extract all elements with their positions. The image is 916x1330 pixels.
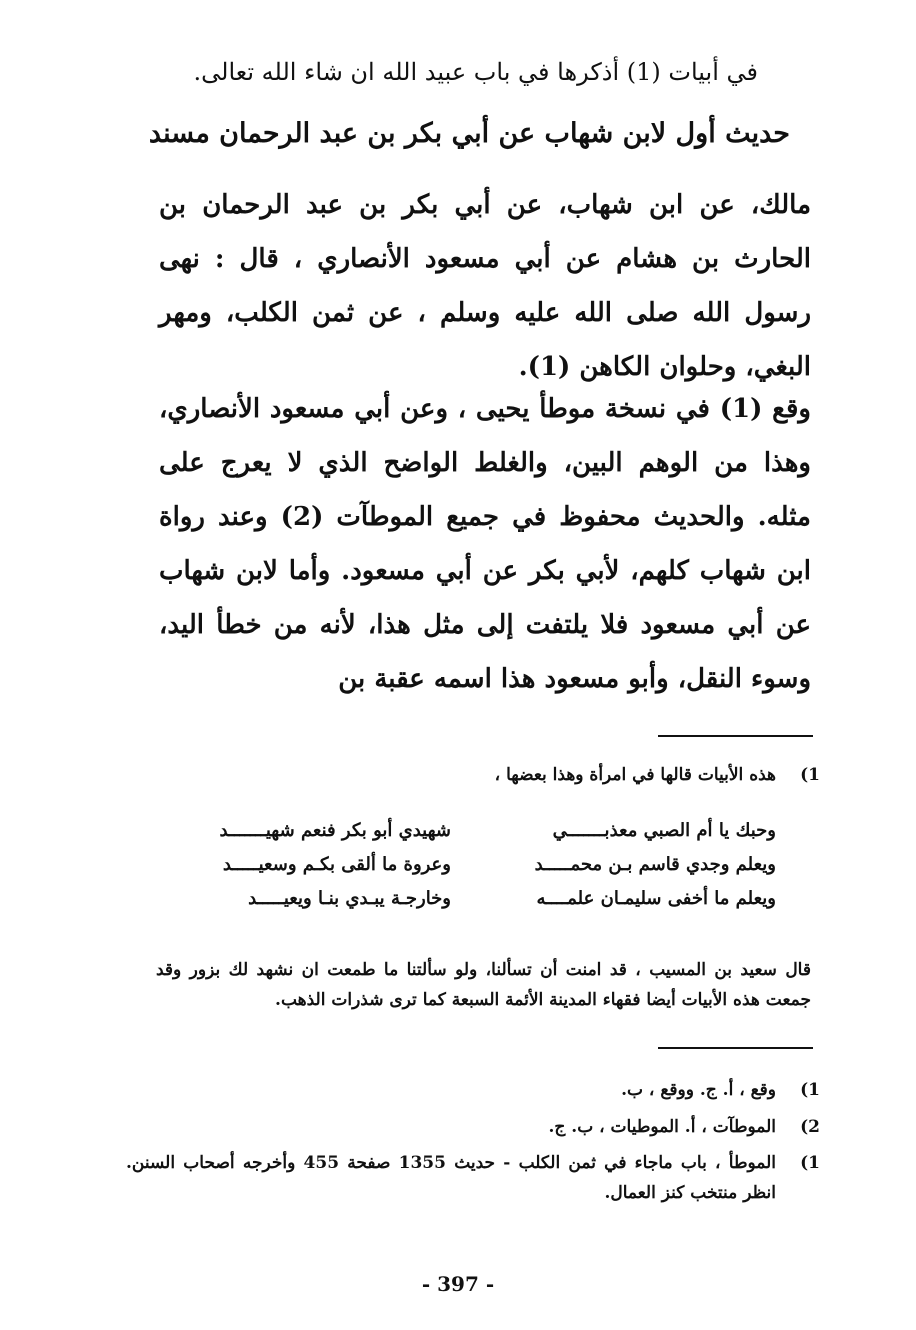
- footnote-separator-bottom: [658, 1047, 813, 1049]
- footnote-quote: قال سعيد بن المسيب ، قد امنت أن تسألنا، ولو سألتنا ما طمعت ان نشهد لك بزور وقد جمعت هذه الأبيات أيضا فقهاء المدينة الأئمة السبعة كما ترى شذرات الذهب.: [156, 960, 811, 1010]
- page-number: - 397 -: [421, 1272, 495, 1296]
- poem-hemistich-first: ويعلم وجدي قاسم بـن محمـــــد: [534, 854, 776, 875]
- footnote-text: هذه الأبيات قالها في امرأة وهذا بعضها ،: [494, 765, 776, 785]
- footnote-text: الموطآت ، أ. الموطيات ، ب. ج.: [548, 1117, 776, 1137]
- footnote-number: 1): [800, 765, 820, 785]
- poem: [136, 820, 776, 922]
- footnote-separator-top: [658, 735, 813, 737]
- poem-verse: [136, 888, 776, 922]
- poem-verse: [136, 854, 776, 888]
- footnote-text: الموطأ ، باب ماجاء في ثمن الكلب - حديث 1355 صفحة 455 وأخرجه أصحاب السنن. انظر منتخب كنز العمال.: [126, 1153, 776, 1203]
- top-line: في أبيات (1) أذكرها في باب عبيد الله ان شاء الله تعالى.: [193, 58, 758, 86]
- poem-hemistich-second: وعروة ما ألقى بكـم وسعيـــــد: [222, 854, 451, 875]
- footnote-number: 2): [800, 1117, 820, 1137]
- poem-hemistich-second: شهيدي أبو بكر فنعم شهيـــــــد: [219, 820, 451, 841]
- commentary-text: وقع (1) في نسخة موطأ يحيى ، وعن أبي مسعود الأنصاري، وهذا من الوهم البين، والغلط الواضح الذي لا يعرج على مثله. والحديث محفوظ في جميع الموطآت (2) وعند رواة ابن شهاب كلهم، لأبي بكر عن أبي مسعود. وأما لابن شهاب عن أبي مسعود فلا يلتفت إلى مثل هذا، لأنه من خطأ اليد، وسوء النقل، وأبو مسعود هذا اسمه عقبة بن: [159, 394, 811, 694]
- poem-verse: [136, 820, 776, 854]
- hadith-text: مالك، عن ابن شهاب، عن أبي بكر بن عبد الرحمان بن الحارث بن هشام عن أبي مسعود الأنصاري ، قال : نهى رسول الله صلى الله عليه وسلم ، عن ثمن الكلب، ومهر البغي، وحلوان الكاهن (1).: [159, 190, 811, 382]
- poem-hemistich-first: ويعلم ما أخفى سليمـان علمــــه: [536, 888, 776, 909]
- poem-hemistich-second: وخارجـة يبـدي بنـا ويعيـــــد: [248, 888, 451, 909]
- poem-hemistich-first: وحبك يا أم الصبي معذبـــــــي: [552, 820, 776, 841]
- footnote-number: 1): [800, 1153, 820, 1173]
- footnote-number: 1): [800, 1080, 820, 1100]
- hadith-heading: حديث أول لابن شهاب عن أبي بكر بن عبد الرحمان مسند: [148, 118, 790, 149]
- footnote-text: وقع ، أ. ج. ووقع ، ب.: [621, 1080, 776, 1100]
